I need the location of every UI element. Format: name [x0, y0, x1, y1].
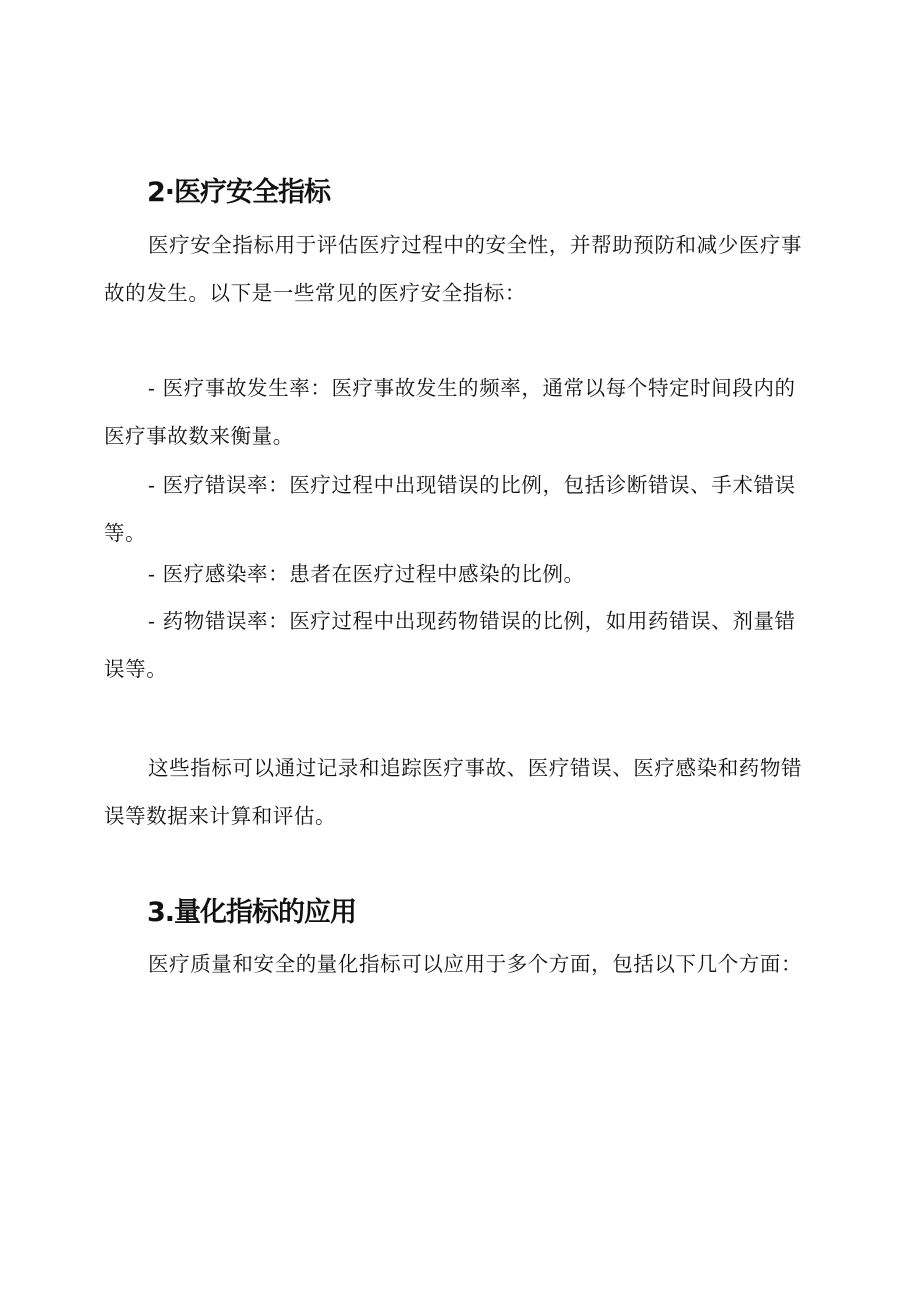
indicator-item-infection-rate	[0, 550, 920, 598]
indicator-item-accident-rate	[0, 364, 920, 460]
section-2-heading: 2·医疗安全指标	[147, 177, 331, 208]
list-item: - 医疗感染率：患者在医疗过程中感染的比例。	[148, 562, 585, 586]
section-2-closing-block	[0, 744, 920, 840]
section-3-heading: 3.量化指标的应用	[147, 897, 357, 928]
section-3-intro: 医疗质量和安全的量化指标可以应用于多个方面，包括以下几个方面：	[148, 952, 803, 976]
section-2-intro-block	[0, 221, 920, 317]
section-2	[0, 176, 920, 210]
section-3-intro-block	[0, 940, 920, 988]
section-2-intro: 医疗安全指标用于评估医疗过程中的安全性，并帮助预防和减少医疗事故的发生。以下是一些常见的医疗安全指标：	[104, 233, 803, 305]
section-2-closing: 这些指标可以通过记录和追踪医疗事故、医疗错误、医疗感染和药物错误等数据来计算和评估。	[104, 756, 803, 828]
list-item: - 药物错误率：医疗过程中出现药物错误的比例，如用药错误、剂量错误等。	[104, 609, 796, 681]
indicator-item-drug-error-rate	[0, 597, 920, 693]
indicator-item-error-rate	[0, 461, 920, 557]
section-3	[0, 896, 920, 930]
list-item: - 医疗事故发生率：医疗事故发生的频率，通常以每个特定时间段内的医疗事故数来衡量。	[104, 376, 796, 448]
list-item: - 医疗错误率：医疗过程中出现错误的比例，包括诊断错误、手术错误等。	[104, 473, 796, 545]
